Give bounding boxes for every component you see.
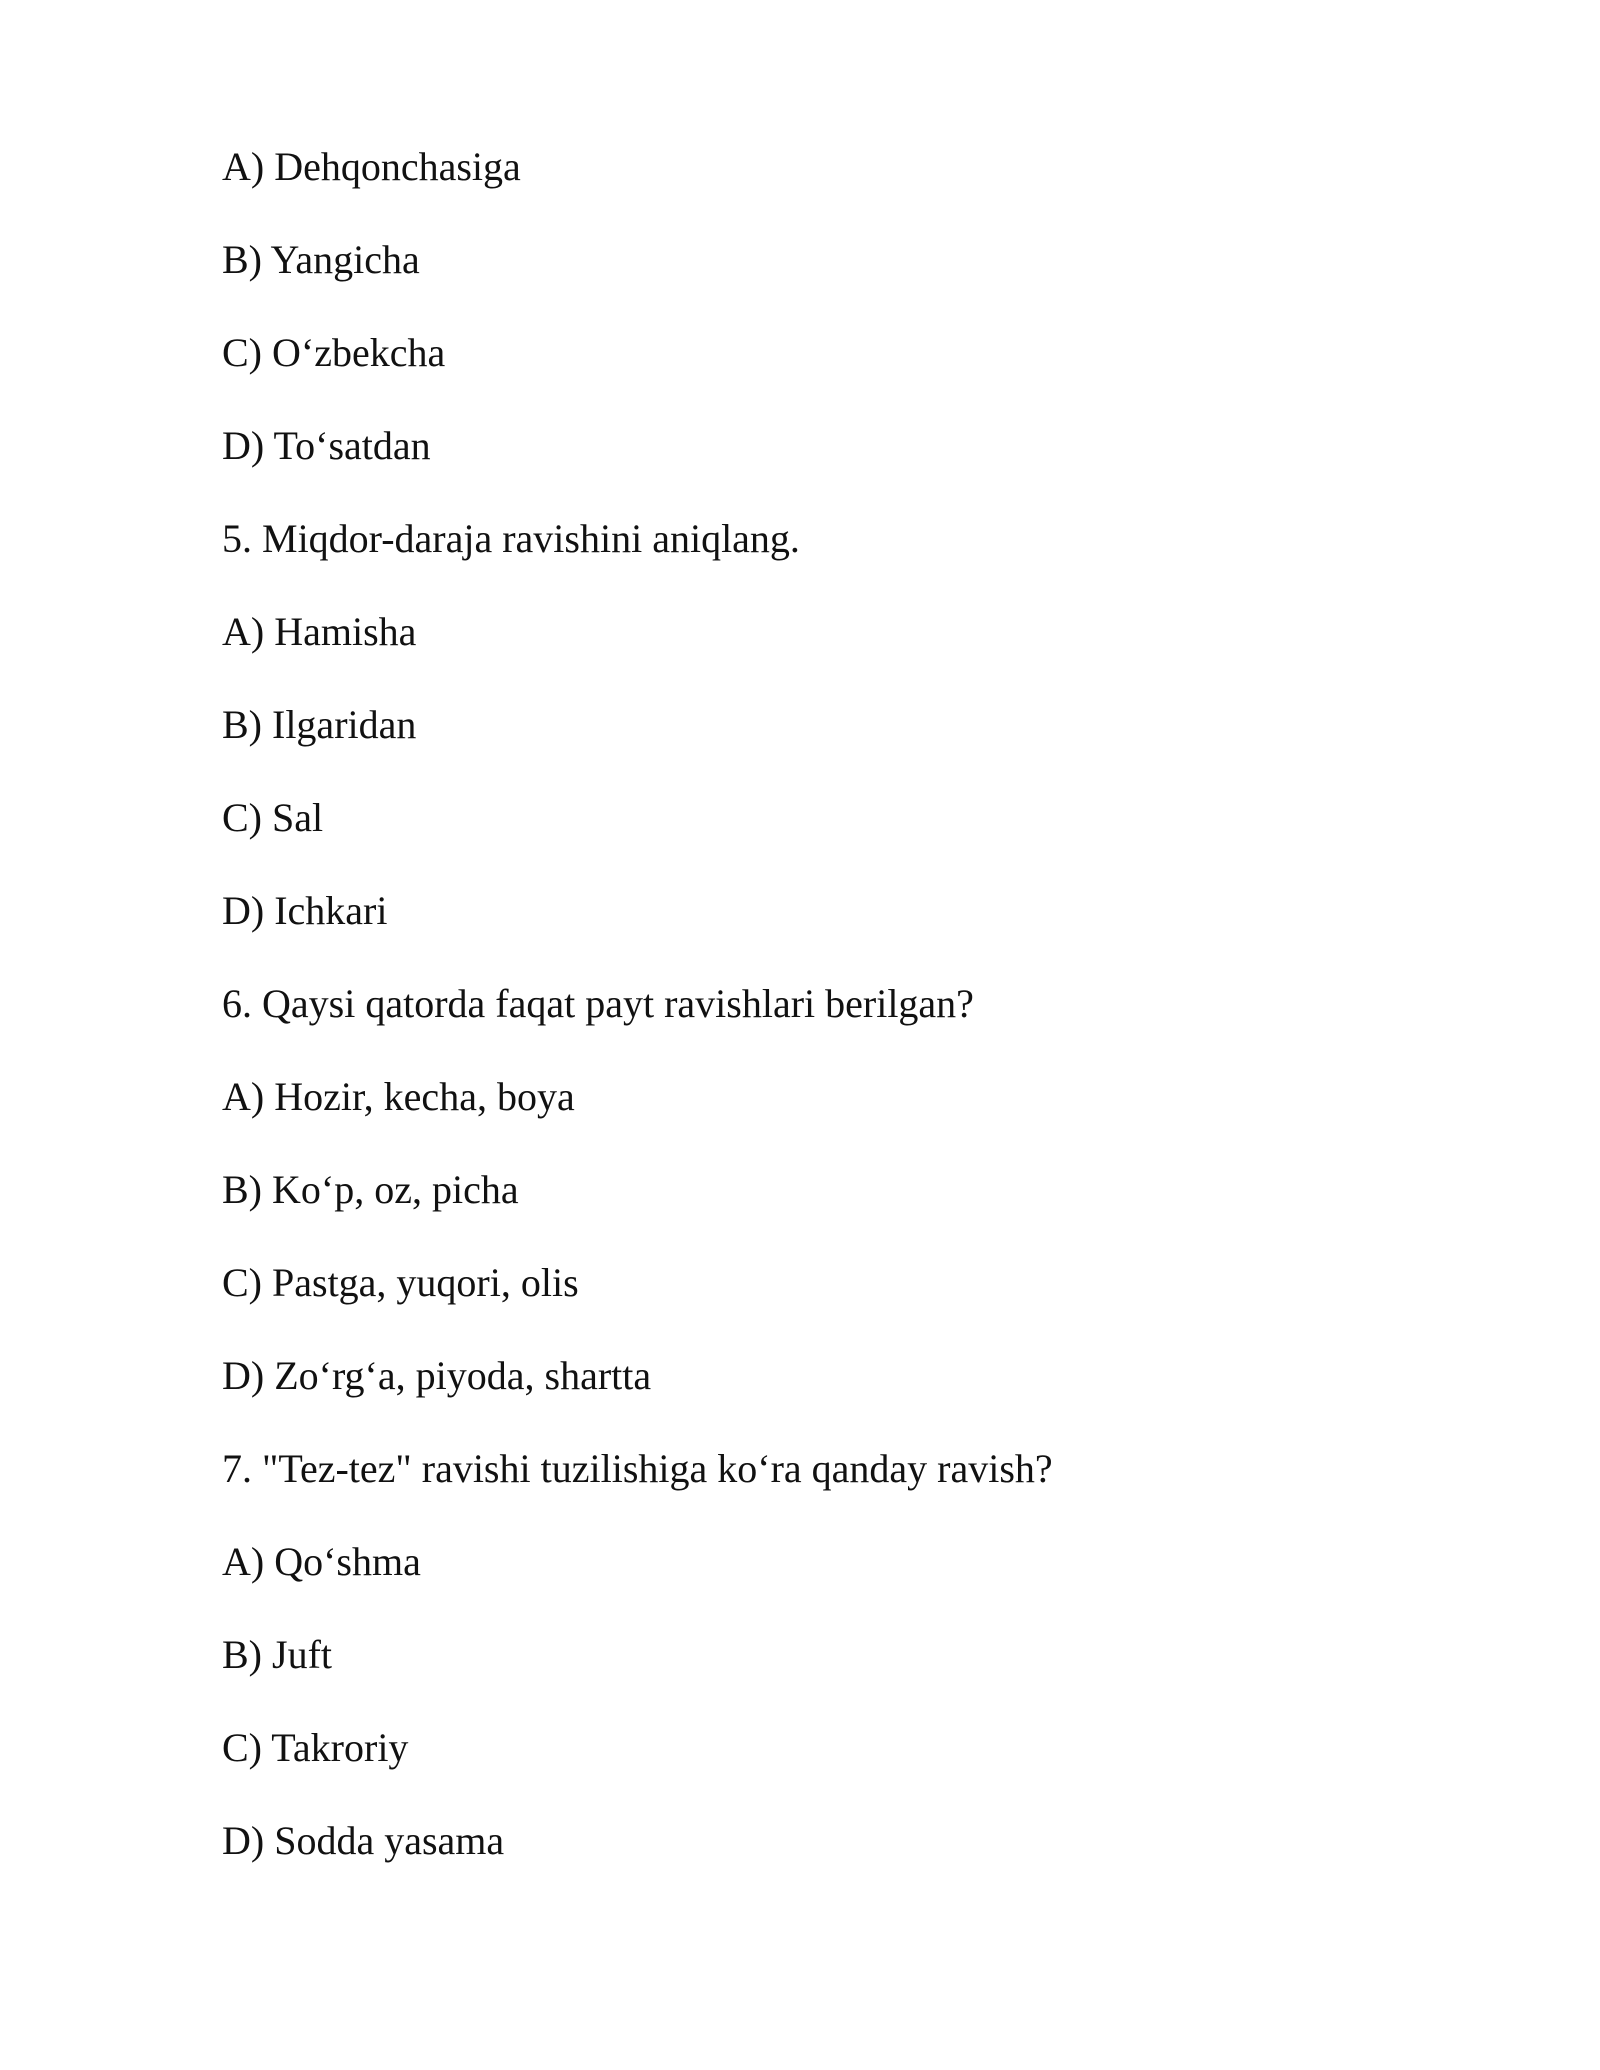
q5-option-d: D) Ichkari [222,888,388,933]
q7-option-d: D) Sodda yasama [222,1818,505,1863]
q5-option-a: A) Hamisha [222,609,417,654]
q7-option-c: C) Takroriy [222,1725,409,1770]
q6-question: 6. Qaysi qatorda faqat payt ravishlari berilgan? [222,981,974,1026]
q6-option-b: B) Ko‘p, oz, picha [222,1167,519,1212]
quiz-content [222,143,1422,1910]
q6-option-d: D) Zo‘rg‘a, piyoda, shartta [222,1353,652,1398]
q4-option-b: B) Yangicha [222,237,420,282]
q6-option-a: A) Hozir, kecha, boya [222,1074,575,1119]
q5-option-b: B) Ilgaridan [222,702,417,747]
q7-question: 7. "Tez-tez" ravishi tuzilishiga ko‘ra qanday ravish? [222,1446,1053,1491]
q4-option-c: C) O‘zbekcha [222,330,446,375]
q6-option-c: C) Pastga, yuqori, olis [222,1260,579,1305]
q7-option-a: A) Qo‘shma [222,1539,421,1584]
q5-question: 5. Miqdor-daraja ravishini aniqlang. [222,516,800,561]
q4-option-a: A) Dehqonchasiga [222,144,521,189]
q7-option-b: B) Juft [222,1632,332,1677]
q5-option-c: C) Sal [222,795,324,840]
q4-option-d: D) To‘satdan [222,423,431,468]
